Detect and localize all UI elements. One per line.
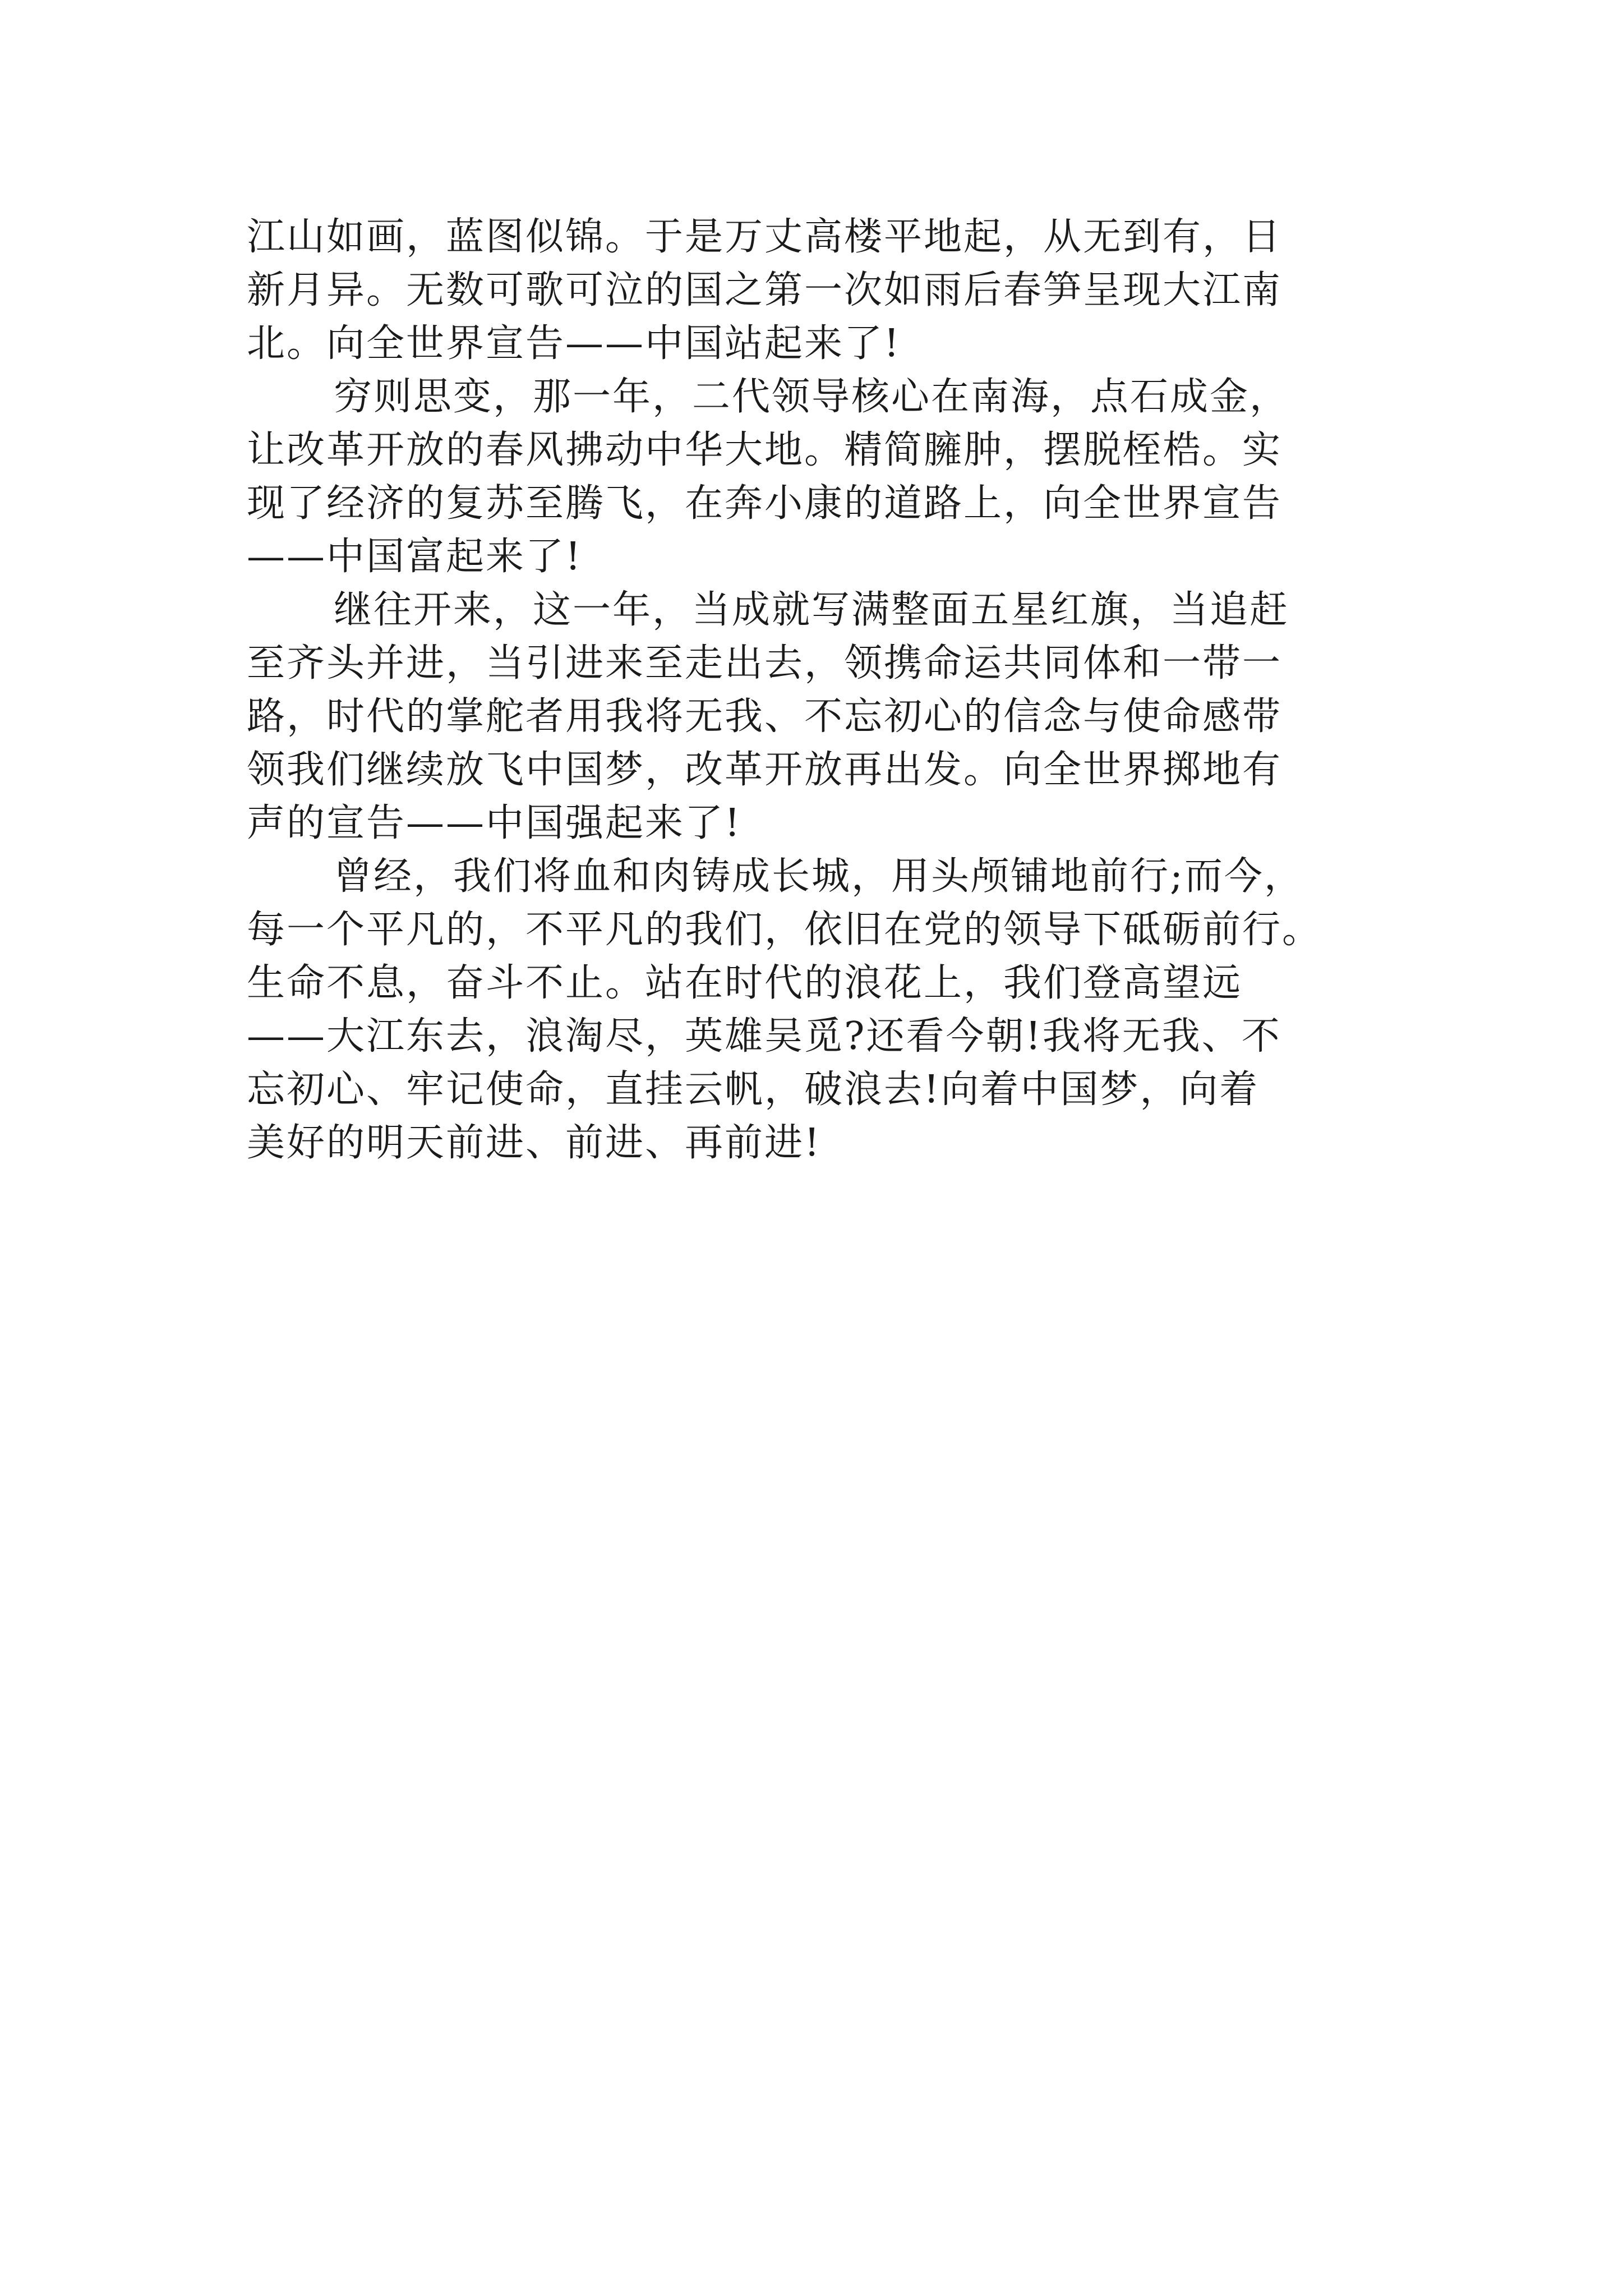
paragraph-1-line-2: 新月异。无数可歌可泣的国之第一次如雨后春笋呈现大江南 — [247, 268, 1283, 312]
paragraph-4-line-2: 每一个平凡的，不平凡的我们，依旧在党的领导下砥砺前行。 — [247, 908, 1322, 952]
paragraph-3-line-3: 路，时代的掌舵者用我将无我、不忘初心的信念与使命感带 — [247, 694, 1283, 739]
paragraph-1-line-1: 江山如画，蓝图似锦。于是万丈高楼平地起，从无到有，日 — [247, 215, 1283, 259]
paragraph-2-line-1: 穷则思变，那一年，二代领导核心在南海，点石成金， — [334, 375, 1290, 419]
paragraph-2-line-3: 现了经济的复苏至腾飞，在奔小康的道路上，向全世界宣告 — [247, 481, 1283, 526]
paragraph-4-line-6: 美好的明天前进、前进、再前进! — [247, 1121, 822, 1165]
paragraph-4-line-5: 忘初心、牢记使命，直挂云帆，破浪去!向着中国梦，向着 — [247, 1068, 1260, 1112]
paragraph-3-line-5: 声的宣告——中国强起来了! — [247, 801, 742, 845]
paragraph-2-line-2: 让改革开放的春风拂动中华大地。精简臃肿，摆脱桎梏。实 — [247, 428, 1283, 472]
document-body — [247, 210, 1391, 1170]
paragraph-4-line-3: 生命不息，奋斗不止。站在时代的浪花上，我们登高望远 — [247, 961, 1243, 1005]
paragraph-4-line-1: 曾经，我们将血和肉铸成长城，用头颅铺地前行;而今， — [334, 854, 1304, 899]
paragraph-3-line-4: 领我们继续放飞中国梦，改革开放再出发。向全世界掷地有 — [247, 748, 1283, 792]
paragraph-1-line-3: 北。向全世界宣告——中国站起来了! — [247, 321, 901, 366]
paragraph-4-line-4: ——大江东去，浪淘尽，英雄吴觅?还看今朝!我将无我、不 — [247, 1014, 1281, 1059]
paragraph-3-line-1: 继往开来，这一年，当成就写满整面五星红旗，当追赶 — [334, 588, 1290, 632]
paragraph-2-line-4: ——中国富起来了! — [247, 535, 583, 579]
paragraph-3-line-2: 至齐头并进，当引进来至走出去，领携命运共同体和一带一 — [247, 641, 1283, 685]
